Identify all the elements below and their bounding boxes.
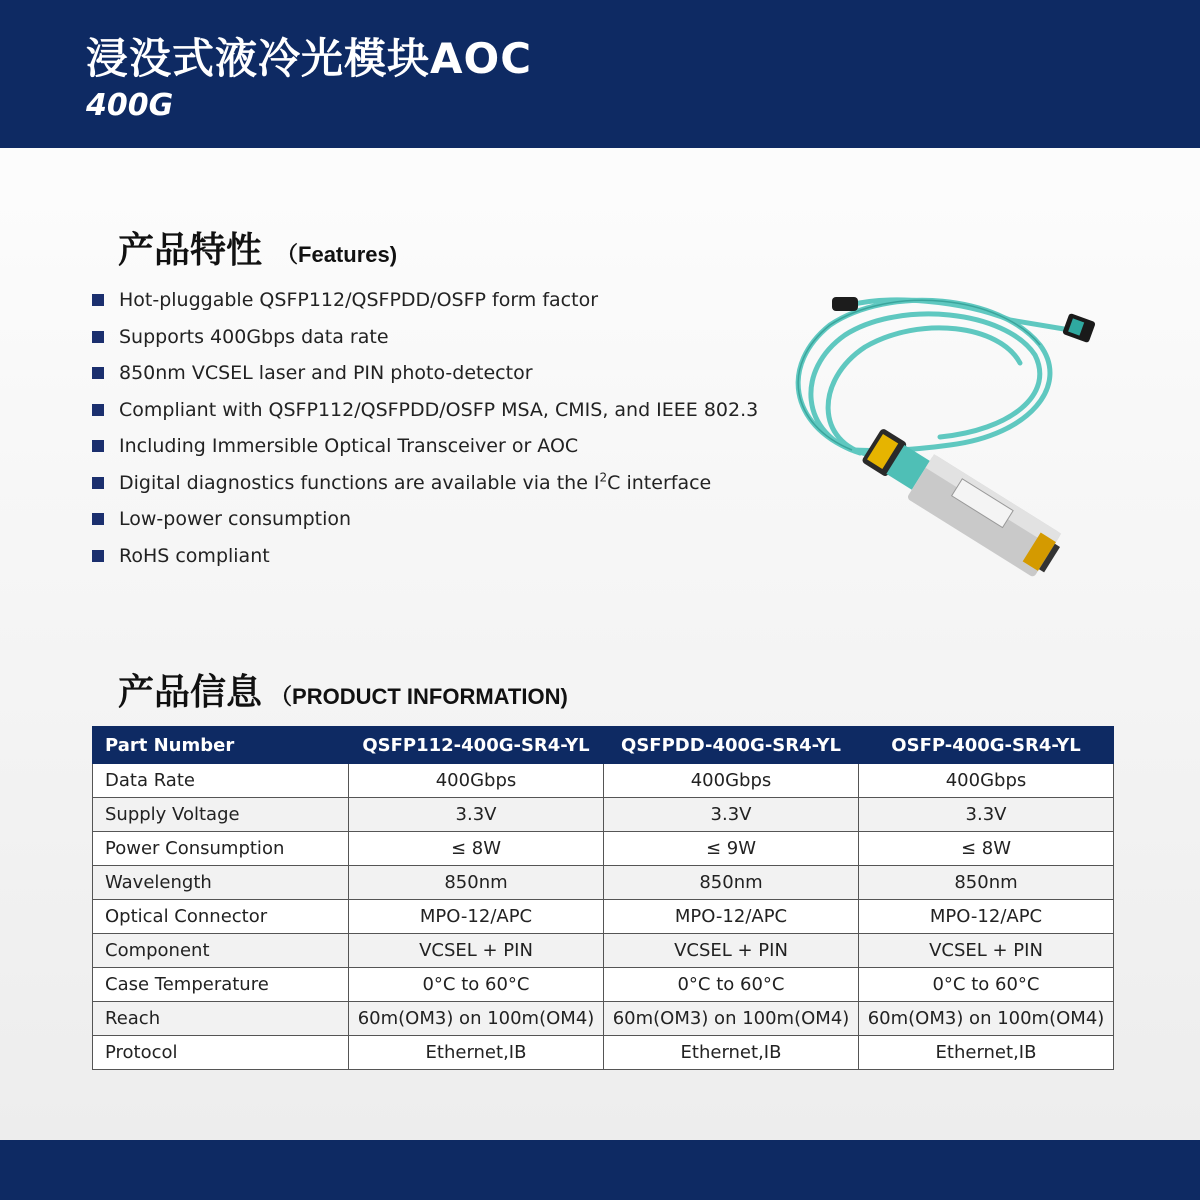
- table-header-cell: OSFP-400G-SR4-YL: [859, 727, 1114, 764]
- table-cell: ≤ 8W: [859, 832, 1114, 866]
- product-info-heading-zh: 产品信息: [118, 672, 263, 713]
- product-info-heading-en: （PRODUCT INFORMATION): [270, 684, 568, 709]
- feature-item: [92, 355, 758, 392]
- table-row: [93, 1002, 1114, 1036]
- table-cell: 3.3V: [349, 798, 604, 832]
- table-cell: 0°C to 60°C: [859, 968, 1114, 1002]
- feature-text: Including Immersible Optical Transceiver or AOC: [119, 435, 579, 458]
- footer-banner: [0, 1140, 1200, 1200]
- table-row: [93, 866, 1114, 900]
- features-heading-en: （Features): [276, 242, 398, 267]
- table-row: [93, 1036, 1114, 1070]
- table-header-row: [93, 727, 1114, 764]
- table-row: [93, 900, 1114, 934]
- feature-text: RoHS compliant: [119, 544, 270, 567]
- table-cell: 0°C to 60°C: [604, 968, 859, 1002]
- table-row-label: Optical Connector: [93, 900, 349, 934]
- mpo-connector-icon: [1062, 313, 1096, 343]
- square-bullet-icon: [92, 404, 104, 416]
- table-row: [93, 764, 1114, 798]
- square-bullet-icon: [92, 331, 104, 343]
- table-row: [93, 832, 1114, 866]
- feature-item: [92, 465, 758, 502]
- table-header-cell: QSFP112-400G-SR4-YL: [349, 727, 604, 764]
- square-bullet-icon: [92, 477, 104, 489]
- feature-text: Supports 400Gbps data rate: [119, 325, 389, 348]
- feature-text: Compliant with QSFP112/QSFPDD/OSFP MSA, CMIS, and IEEE 802.3: [119, 398, 759, 421]
- features-heading-zh: 产品特性: [118, 230, 263, 271]
- table-cell: Ethernet,IB: [859, 1036, 1114, 1070]
- features-list: [92, 282, 758, 574]
- table-row: [93, 934, 1114, 968]
- square-bullet-icon: [92, 513, 104, 525]
- table-cell: 850nm: [349, 866, 604, 900]
- table-row-label: Component: [93, 934, 349, 968]
- table-cell: 3.3V: [604, 798, 859, 832]
- feature-text: 850nm VCSEL laser and PIN photo-detector: [119, 362, 533, 385]
- table-row-label: Power Consumption: [93, 832, 349, 866]
- table-cell: Ethernet,IB: [604, 1036, 859, 1070]
- square-bullet-icon: [92, 294, 104, 306]
- table-cell: 3.3V: [859, 798, 1114, 832]
- table-cell: 850nm: [859, 866, 1114, 900]
- table-row: [93, 798, 1114, 832]
- square-bullet-icon: [92, 367, 104, 379]
- features-heading: [118, 222, 397, 273]
- feature-text: Hot-pluggable QSFP112/QSFPDD/OSFP form factor: [119, 289, 599, 312]
- table-cell: VCSEL + PIN: [349, 934, 604, 968]
- table-cell: ≤ 9W: [604, 832, 859, 866]
- feature-item: [92, 282, 758, 319]
- table-header-cell: Part Number: [93, 727, 349, 764]
- product-info-heading: [118, 664, 568, 715]
- table-cell: 400Gbps: [859, 764, 1114, 798]
- feature-text: Digital diagnostics functions are available via the $I^2C$ interface: [119, 470, 712, 494]
- table-row-label: Reach: [93, 1002, 349, 1036]
- table-row-label: Case Temperature: [93, 968, 349, 1002]
- table-cell: MPO-12/APC: [604, 900, 859, 934]
- square-bullet-icon: [92, 550, 104, 562]
- table-row-label: Supply Voltage: [93, 798, 349, 832]
- feature-item: [92, 501, 758, 538]
- header-banner: [0, 0, 1200, 148]
- table-cell: Ethernet,IB: [349, 1036, 604, 1070]
- table-cell: MPO-12/APC: [859, 900, 1114, 934]
- table-cell: 60m(OM3) on 100m(OM4): [859, 1002, 1114, 1036]
- table-cell: VCSEL + PIN: [859, 934, 1114, 968]
- page-subtitle: 400G: [86, 88, 174, 123]
- page-title: 浸没式液冷光模块AOC: [86, 34, 533, 83]
- feature-text: Low-power consumption: [119, 508, 352, 531]
- table-cell: VCSEL + PIN: [604, 934, 859, 968]
- table-row-label: Protocol: [93, 1036, 349, 1070]
- table-cell: 60m(OM3) on 100m(OM4): [604, 1002, 859, 1036]
- table-cell: MPO-12/APC: [349, 900, 604, 934]
- table-cell: ≤ 8W: [349, 832, 604, 866]
- product-info-table: [92, 726, 1114, 1070]
- table-header-cell: QSFPDD-400G-SR4-YL: [604, 727, 859, 764]
- table-row-label: Wavelength: [93, 866, 349, 900]
- table-cell: 400Gbps: [604, 764, 859, 798]
- table-cell: 60m(OM3) on 100m(OM4): [349, 1002, 604, 1036]
- feature-item: [92, 319, 758, 356]
- table-row: [93, 968, 1114, 1002]
- square-bullet-icon: [92, 440, 104, 452]
- table-cell: 400Gbps: [349, 764, 604, 798]
- feature-item: [92, 392, 758, 429]
- feature-item: [92, 538, 758, 575]
- table-cell: 850nm: [604, 866, 859, 900]
- table-row-label: Data Rate: [93, 764, 349, 798]
- aoc-cable-product-image: [770, 285, 1100, 585]
- table-cell: 0°C to 60°C: [349, 968, 604, 1002]
- feature-item: [92, 428, 758, 465]
